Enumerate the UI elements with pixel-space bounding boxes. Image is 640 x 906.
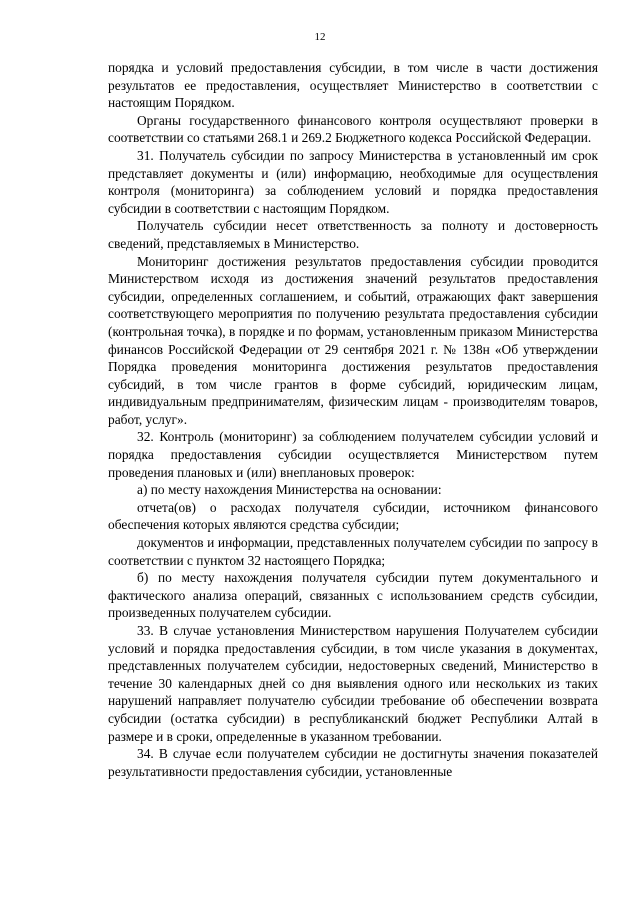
paragraph: порядка и условий предоставления субсидии, в том числе в части достижения результатов ее предоставления, осуществляет Министерство в соответствии с настоящим Порядком. (108, 60, 598, 111)
paragraph: Органы государственного финансового контроля осуществляют проверки в соответствии со статьями 268.1 и 269.2 Бюджетного кодекса Российской Федерации. (108, 112, 598, 146)
paragraph: б) по месту нахождения получателя субсидии путем документального и фактического анализа операций, связанных с использованием средств субсидии, произведенных получателем субсидии. (108, 570, 598, 621)
paragraph: а) по месту нахождения Министерства на основании: (137, 482, 442, 498)
paragraph: 33. В случае установления Министерством нарушения Получателем субсидии условий и порядка предоставления субсидии, в том числе указания в документах, представленных получателем субсидии, недостоверных сведений, Министерство в течение 30 календарных дней со дня выявления одного или нескольких из таких нарушений направляет получателю субсидии требование об обеспечении возврата субсидии (остатка субсидии) в республиканский бюджет Республики Алтай в размере и в сроки, определенные в указанном требовании. (108, 623, 598, 744)
paragraph: Получатель субсидии несет ответственность за полноту и достоверность сведений, представляемых в Министерство. (108, 218, 598, 251)
paragraph: отчета(ов) о расходах получателя субсидии, источником финансового обеспечения которых являются средства субсидии; (108, 499, 598, 533)
paragraph: 31. Получатель субсидии по запросу Министерства в установленный им срок представляет документы и (или) информацию, необходимые для осуществления контроля (мониторинга) за соблюдением условий и порядка предоставления субсидии в соответствии с настоящим Порядком. (108, 147, 598, 216)
page-number: 12 (314, 31, 326, 43)
paragraph: 32. Контроль (мониторинг) за соблюдением получателем субсидии условий и порядка предоставления субсидии осуществляется Министерством путем проведения плановых и (или) внеплановых проверок: (108, 429, 598, 480)
paragraph: документов и информации, представленных получателем субсидии по запросу в соответствии с пунктом 32 настоящего Порядка; (108, 535, 598, 568)
paragraph: 34. В случае если получателем субсидии не достигнуты значения показателей результативности предоставления субсидии, установленные (108, 746, 598, 779)
paragraph: Мониторинг достижения результатов предоставления субсидии проводится Министерством исходя из достижения значений результатов предоставления субсидии, определенных соглашением, и событий, отражающих факт завершения соответствующего мероприятия по получению результата предоставления субсидии (контрольная точка), в порядке и по формам, установленным приказом Министерства финансов Российской Федерации от 29 сентября 2021 г. № 138н «Об утверждении Порядка проведения мониторинга достижения результатов предоставления субсидий, в том числе грантов в форме субсидий, юридическим лицам, индивидуальным предпринимателям, физическим лицам - производителям товаров, работ, услуг». (108, 253, 598, 427)
document-body (108, 59, 598, 780)
